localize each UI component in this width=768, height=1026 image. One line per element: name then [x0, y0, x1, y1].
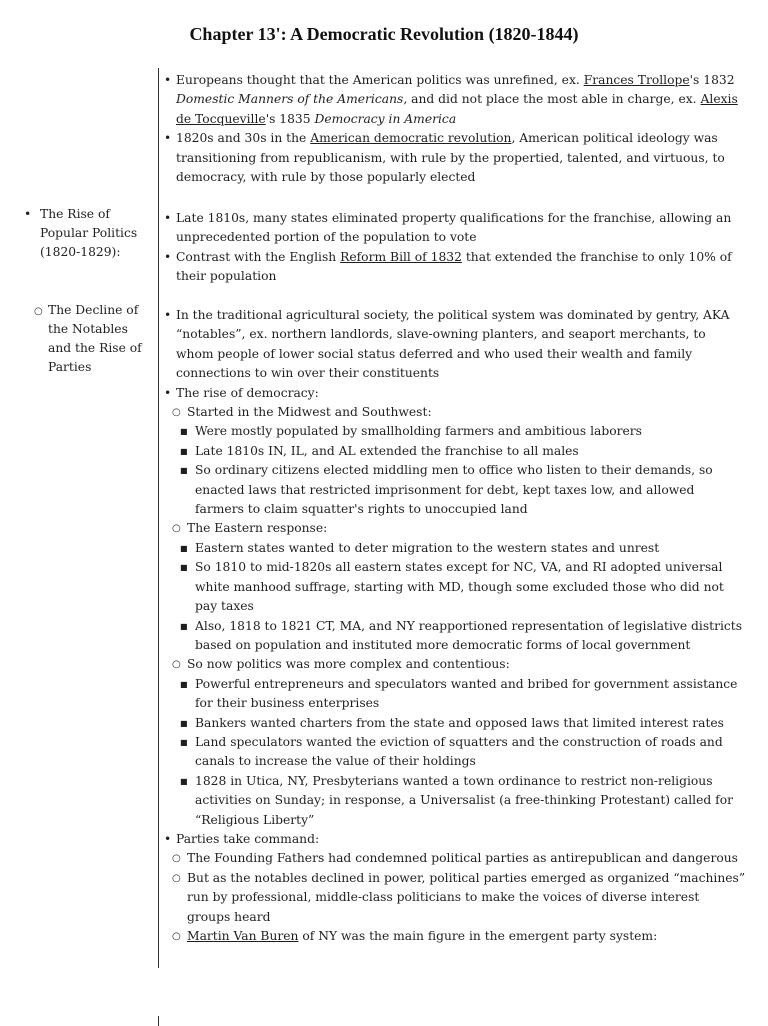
link-frances-trollope[interactable]: Frances Trollope [583, 73, 690, 87]
notes-block-intro [162, 71, 746, 187]
list-item: ○ But as the notables declined in power, political parties emerged as organized “machines” run by professional, middle-class politicians to make the voices of diverse interest groups heard [172, 870, 746, 924]
circle-marker: ○ [172, 853, 181, 865]
square-marker: ■ [180, 466, 188, 476]
bullet-marker: • [164, 831, 172, 846]
square-marker: ■ [180, 563, 188, 573]
notes-block-popular-politics [162, 209, 746, 287]
notes-block-decline-of-notables [162, 306, 746, 946]
square-marker: ■ [180, 446, 188, 456]
list-item: ■ Also, 1818 to 1821 CT, MA, and NY reapportioned representation of legislative districts based on population and instituted more democratic forms of local government [180, 618, 743, 652]
list-item: • Late 1810s, many states eliminated property qualifications for the franchise, allowing an unprecedented portion of the population to vote [164, 211, 732, 245]
square-marker: ■ [180, 679, 188, 689]
list-item: • In the traditional agricultural society, the political system was dominated by gentry, AKA “notables”, ex. northern landlords, slave-owning planters, and seaport merchants, to whom people of lower social status deferred and who used their wealth and family connections to win over their constituents [164, 308, 730, 381]
bullet-marker: • [164, 73, 172, 87]
topic-label: The Rise of Popular Politics (1820-1829): [40, 207, 138, 259]
topic-rise-of-popular-politics [24, 205, 152, 262]
link-american-democratic-revolution[interactable]: American democratic revolution [310, 131, 512, 146]
square-marker: ■ [180, 776, 188, 786]
square-marker: ■ [180, 718, 188, 728]
book-title: Domestic Manners of the Americans [176, 92, 404, 107]
circle-marker: ○ [34, 306, 43, 317]
square-marker: ■ [180, 737, 188, 747]
list-item: ■ So 1810 to mid-1820s all eastern states except for NC, VA, and RI adopted universal white manhood suffrage, starting with MD, though some excluded those who did not pay taxes [180, 560, 724, 614]
list-item: • Parties take command: [162, 830, 746, 849]
circle-marker: ○ [172, 659, 181, 671]
list-item: ■ Bankers wanted charters from the state and opposed laws that limited interest rates [162, 714, 746, 733]
link-martin-van-buren[interactable]: Martin Van Buren [187, 929, 299, 943]
list-item: ■ Eastern states wanted to deter migration to the western states and unrest [162, 539, 746, 558]
bullet-marker: • [164, 131, 172, 146]
list-item: ○ The Eastern response: [162, 519, 746, 538]
list-item: • The rise of democracy: [162, 384, 746, 403]
bullet-marker: • [164, 385, 172, 400]
circle-marker: ○ [172, 931, 181, 942]
list-item: ○ The Founding Fathers had condemned political parties as antirepublican and dangerous [162, 849, 746, 868]
page-title: Chapter 13': A Democratic Revolution (1820-1844) [189, 24, 579, 44]
list-item: • Contrast with the English Reform Bill of 1832 that extended the franchise to only 10% of their population [164, 249, 732, 284]
square-marker: ■ [180, 543, 188, 553]
topic-decline-of-notables [24, 301, 152, 377]
bullet-marker: • [24, 207, 32, 221]
topic-label: The Decline of the Notables and the Rise of Parties [48, 303, 142, 374]
list-item: ■ Late 1810s IN, IL, and AL extended the franchise to all males [162, 442, 746, 461]
circle-marker: ○ [172, 407, 181, 419]
column-divider [158, 68, 159, 968]
list-item: ■ Powerful entrepreneurs and speculators wanted and bribed for government assistance for their business enterprises [180, 676, 738, 711]
list-item: ○ Started in the Midwest and Southwest: [162, 403, 746, 422]
list-item: ■ Were mostly populated by smallholding farmers and ambitious laborers [162, 422, 746, 441]
list-item: ○ Martin Van Buren of NY was the main figure in the emergent party system: [162, 927, 746, 946]
book-title: Democracy in America [314, 111, 457, 126]
column-divider-continuation [158, 1016, 159, 1026]
list-item: • 1820s and 30s in the American democratic revolution, American political ideology was transitioning from republicanism, with rule by the propertied, talented, and virtuous, to democracy, with rule by those popularly elected [164, 131, 725, 185]
circle-marker: ○ [172, 872, 181, 884]
circle-marker: ○ [172, 523, 181, 535]
square-marker: ■ [180, 621, 188, 631]
list-item: ○ So now politics was more complex and contentious: [162, 655, 746, 674]
list-item: ■ 1828 in Utica, NY, Presbyterians wanted a town ordinance to restrict non-religious activities on Sunday; in response, a Universalist (a free-thinking Protestant) called for “Religious Liberty” [180, 773, 733, 827]
link-alexis-de-tocqueville[interactable]: Alexis de Tocqueville [176, 92, 738, 126]
list-item: ■ So ordinary citizens elected middling men to office who listen to their demands, so enacted laws that restricted imprisonment for debt, kept taxes low, and allowed farmers to claim squatter's rights to unoccupied land [180, 463, 713, 517]
list-item: ■ Land speculators wanted the eviction of squatters and the construction of roads and canals to increase the value of their holdings [180, 734, 723, 769]
bullet-marker: • [164, 249, 172, 264]
link-reform-bill-1832[interactable]: Reform Bill of 1832 [340, 249, 462, 264]
list-item: • Europeans thought that the American politics was unrefined, ex. Frances Trollope's 1832 Domestic Manners of the Americans, and did not place the most able in charge, ex. Alexis de Tocqueville's 1835 Democracy in America [164, 73, 738, 126]
bullet-marker: • [164, 308, 172, 322]
bullet-marker: • [164, 211, 172, 225]
square-marker: ■ [180, 427, 188, 437]
